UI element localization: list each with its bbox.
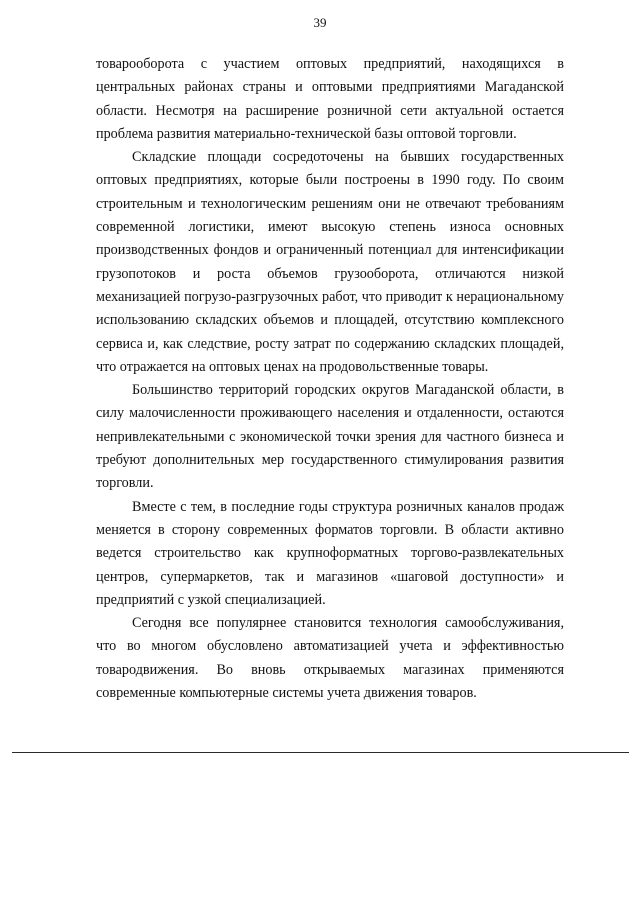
paragraph-self-service: Сегодня все популярнее становится технология самообслуживания, что во многом обусловлено автоматизацией учета и эффективностью товародвижения. Во вновь открываемых магазинах применяются современные компьютерные системы учета движения товаров.: [96, 615, 564, 702]
paragraph-continuation: товарооборота с участием оптовых предприятий, находящихся в центральных районах страны и оптовыми предприятиями Магаданской области. Несмотря на расширение розничной сети актуальной остается проблема развития материально-технической базы оптовой торговли.: [96, 56, 564, 142]
footer-divider: [12, 752, 629, 753]
body-text: [96, 53, 564, 705]
paragraph-retail-channels: Вместе с тем, в последние годы структура розничных каналов продаж меняется в сторону современных форматов торговли. В области активно ведется строительство как крупноформатных торгово-развлекательных центров, супермаркетов, так и магазинов «шаговой доступности» и предприятий с узкой специализацией.: [96, 498, 564, 608]
page-number: 39: [313, 15, 327, 30]
paragraph-warehouse-space: Складские площади сосредоточены на бывших государственных оптовых предприятиях, которые были построены в 1990 году. По своим строительным и технологическим решениям они не отвечают требованиям современной логистики, имеют высокую степень износа основных производственных фондов и ограниченный потенциал для интенсификации грузопотоков и роста объемов грузооборота, отличаются низкой механизацией погрузо-разгрузочных работ, что приводит к нерациональному использованию складских объемов и площадей, отсутствию комплексного сервиса и, как следствие, росту затрат по содержанию складских площадей, что отражается на оптовых ценах на продовольственные товары.: [96, 149, 564, 375]
paragraph-territories: Большинство территорий городских округов Магаданской области, в силу малочисленности проживающего населения и отдаленности, остаются непривлекательными с экономической точки зрения для частного бизнеса и требуют дополнительных мер государственного стимулирования развития торговли.: [96, 382, 564, 492]
